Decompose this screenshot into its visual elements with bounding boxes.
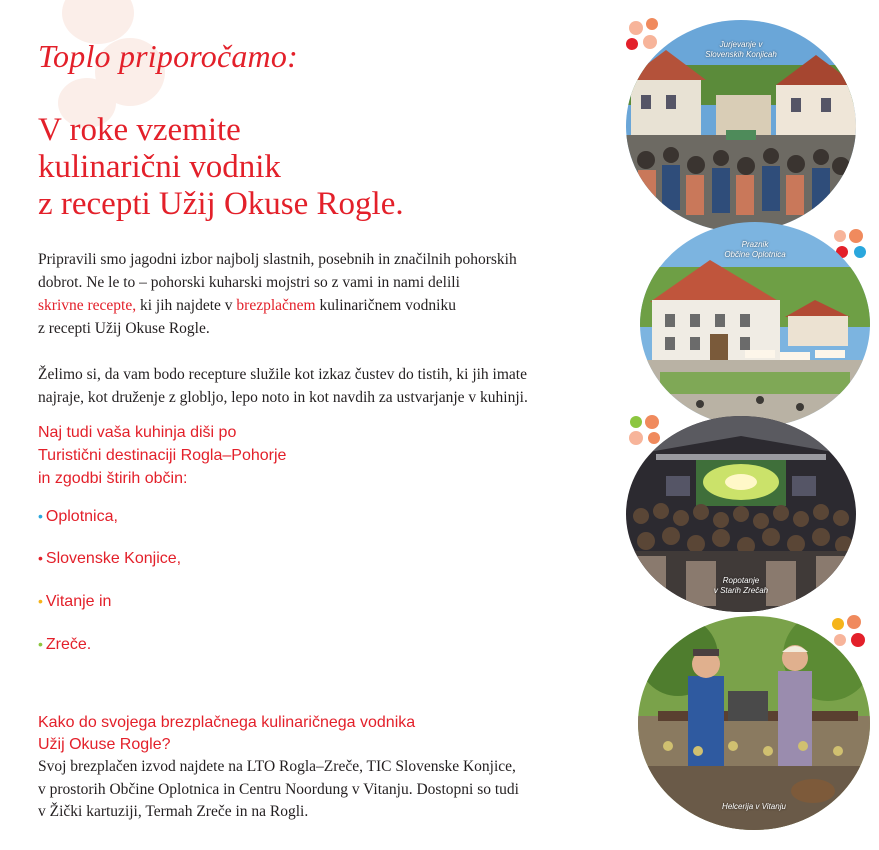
headline-line: kulinarični vodnik xyxy=(38,149,281,185)
town-name: Oplotnica, xyxy=(45,508,118,525)
photo-praznik-oplotnica xyxy=(640,222,870,427)
town-item-vitanje xyxy=(38,593,111,611)
photo-caption xyxy=(626,40,856,60)
intro-paragraph-1 xyxy=(38,248,583,340)
town-item-zrece xyxy=(38,636,91,654)
photo-caption xyxy=(640,240,870,260)
howto-answer-line: v prostorih Občine Oplotnica in Centru Noordung v Vitanju. Dostopni so tudi xyxy=(38,780,519,798)
caption-line: Praznik xyxy=(741,240,769,249)
intro-text-run: ki jih najdete v xyxy=(136,297,237,314)
bullet-icon: • xyxy=(38,550,43,566)
caption-line: Občine Oplotnica xyxy=(724,250,786,259)
howto-answer-line: v Žički kartuziji, Termah Zreče in na Rogli. xyxy=(38,803,309,820)
photo-jurjevanje xyxy=(626,20,856,232)
intro-paragraph-2 xyxy=(38,363,583,409)
intro-text-run: z recepti Užij Okuse Rogle. xyxy=(38,320,210,337)
photo-ropotanje xyxy=(626,416,856,612)
kicker-title: Toplo priporočamo: xyxy=(38,38,298,74)
caption-line: v Starih Zrečah xyxy=(713,586,769,595)
howto-question-line: Užij Okuse Rogle? xyxy=(38,736,171,753)
howto-question-line: Kako do svojega brezplačnega kulinaričnega vodnika xyxy=(38,714,416,731)
lead-text xyxy=(38,421,458,490)
bullet-icon: • xyxy=(38,508,43,524)
headline-line: V roke vzemite xyxy=(38,112,241,148)
town-name: Zreče. xyxy=(45,636,92,653)
photo-caption xyxy=(626,576,856,596)
howto-answer-line: Svoj brezplačen izvod najdete na LTO Rogla–Zreče, TIC Slovenske Konjice, xyxy=(38,758,516,775)
howto-question xyxy=(38,712,578,756)
intro-text-run: Pripravili smo jagodni izbor najbolj slastnih, posebnih in značilnih pohorskih xyxy=(38,251,517,268)
bullet-icon: • xyxy=(38,636,43,652)
intro-text-run: Želimo si, da vam bodo recepture služile kot izkaz čustev do tistih, ki jih imate xyxy=(38,366,527,383)
lead-line: Turistični destinaciji Rogla–Pohorje xyxy=(38,447,287,464)
town-name: Slovenske Konjice, xyxy=(45,550,182,567)
bullet-icon: • xyxy=(38,593,43,609)
town-name: Vitanje in xyxy=(45,593,112,610)
headline-line: z recepti Užij Okuse Rogle. xyxy=(38,186,404,222)
intro-text xyxy=(38,248,583,409)
caption-line: Helcerija v Vitanju xyxy=(722,802,786,811)
photo-caption xyxy=(638,802,870,812)
town-item-oplotnica xyxy=(38,508,118,526)
intro-text-run: dobrot. Ne le to – pohorski kuharski mojstri so z vami in nami delili xyxy=(38,274,460,291)
lead-line: Naj tudi vaša kuhinja diši po xyxy=(38,424,237,441)
headline xyxy=(38,112,558,223)
highlight-free: brezplačnem xyxy=(236,297,316,314)
highlight-secret-recipes: skrivne recepte, xyxy=(38,297,137,314)
town-item-slovenske-konjice xyxy=(38,550,181,568)
caption-line: Slovenskih Konjicah xyxy=(705,50,777,59)
intro-text-run: kulinaričnem vodniku xyxy=(315,297,456,314)
lead-line: in zgodbi štirih občin: xyxy=(38,470,188,487)
howto-answer xyxy=(38,756,583,824)
intro-text-run: najraje, kot druženje z globljo, lepo noto in kot navdih za ustvarjanje v kuhinji. xyxy=(38,389,528,406)
caption-line: Ropotanje xyxy=(722,576,760,585)
caption-line: Jurjevanje v xyxy=(719,40,763,49)
photo-helcerija xyxy=(638,616,870,830)
